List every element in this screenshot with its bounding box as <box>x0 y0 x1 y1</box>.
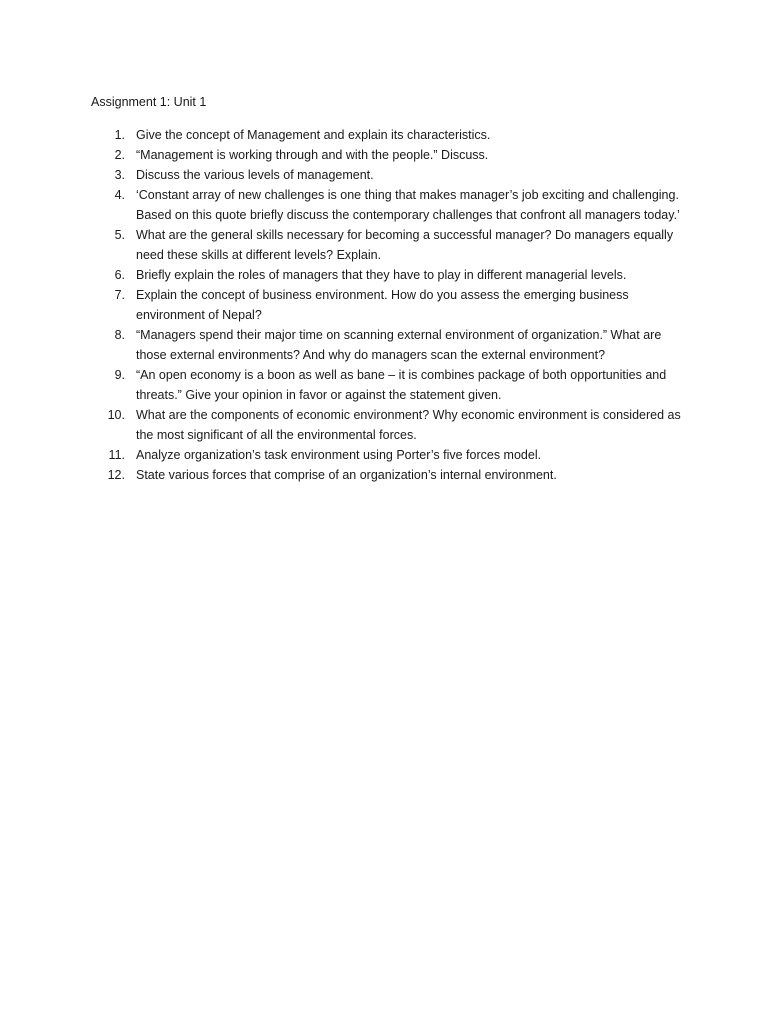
list-item <box>91 225 691 265</box>
list-item <box>91 165 691 185</box>
item-number: 4. <box>114 188 125 202</box>
item-text: What are the general skills necessary for becoming a successful manager? Do managers equally need these skills at different levels? Explain. <box>136 228 674 262</box>
question-list <box>91 125 691 485</box>
item-text: Give the concept of Management and explain its characteristics. <box>136 128 491 142</box>
item-number: 1. <box>114 128 125 142</box>
list-item <box>91 325 691 365</box>
list-item <box>91 445 691 465</box>
item-text: Analyze organization’s task environment using Porter’s five forces model. <box>136 448 542 462</box>
list-item <box>91 365 691 405</box>
list-item <box>91 145 691 165</box>
item-number: 7. <box>114 288 125 302</box>
list-item <box>91 405 691 445</box>
item-number: 3. <box>114 168 125 182</box>
item-text: Briefly explain the roles of managers that they have to play in different managerial levels. <box>136 268 627 282</box>
item-number: 2. <box>114 148 125 162</box>
list-item <box>91 285 691 325</box>
item-number: 10. <box>107 408 125 422</box>
item-number: 11. <box>108 448 125 462</box>
page-title: Assignment 1: Unit 1 <box>91 95 207 109</box>
list-item <box>91 185 691 225</box>
item-text: State various forces that comprise of an organization’s internal environment. <box>136 468 557 482</box>
list-item <box>91 465 691 485</box>
item-number: 12. <box>107 468 125 482</box>
item-text: “Managers spend their major time on scanning external environment of organization.” What are those external environments? And why do managers scan the external environment? <box>136 328 662 362</box>
item-text: Discuss the various levels of management. <box>136 168 374 182</box>
item-number: 9. <box>114 368 125 382</box>
item-text: ‘Constant array of new challenges is one thing that makes manager’s job exciting and challenging. Based on this quote briefly discuss the contemporary challenges that confront all managers today.’ <box>136 188 680 222</box>
item-text: Explain the concept of business environment. How do you assess the emerging business environment of Nepal? <box>136 288 629 322</box>
list-item <box>91 265 691 285</box>
item-text: What are the components of economic environment? Why economic environment is considered as the most significant of all the environmental forces. <box>136 408 681 442</box>
item-number: 8. <box>114 328 125 342</box>
item-text: “Management is working through and with the people.” Discuss. <box>136 148 489 162</box>
item-number: 6. <box>114 268 125 282</box>
item-number: 5. <box>114 228 125 242</box>
list-item <box>91 125 691 145</box>
item-text: “An open economy is a boon as well as bane – it is combines package of both opportunities and threats.” Give your opinion in favor or against the statement given. <box>136 368 667 402</box>
